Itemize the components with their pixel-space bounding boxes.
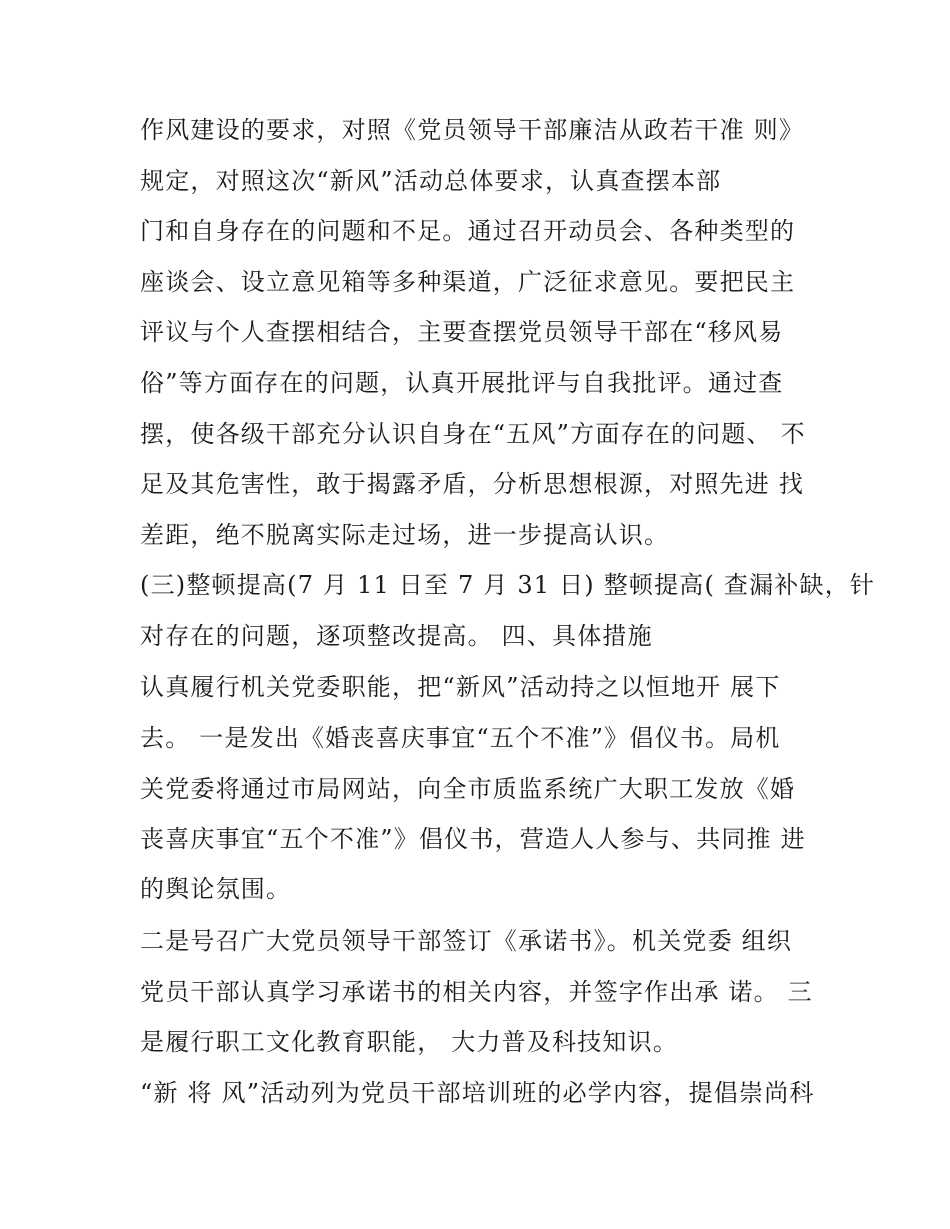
text-line: 的舆论氛围。 <box>140 875 292 903</box>
text-line: 俗”等方面存在的问题，认真开展批评与自我批评。通过查 <box>140 369 784 397</box>
text-line: 关党委将通过市局网站，向全市质监系统广大职工发放《婚 <box>140 775 796 803</box>
text-line: 对存在的问题，逐项整改提高。 四、具体措施 <box>140 622 653 650</box>
text-line: 规定，对照这次“新风”活动总体要求，认真查摆本部 <box>140 167 722 195</box>
text-line: 足及其危害性，敢于揭露矛盾，分析思想根源，对照先进 找 <box>140 470 805 498</box>
text-line: 门和自身存在的问题和不足。通过召开动员会、各种类型的 <box>140 217 796 245</box>
text-line: 二是号召广大党员领导干部签订《承诺书》。机关党委 组织 <box>140 927 793 955</box>
section-heading-line: (三)整顿提高(7 月 11 日至 7 月 31 日) 整顿提高( 查漏补缺，针 <box>140 571 876 599</box>
text-line: 座谈会、设立意见箱等多种渠道，广泛征求意见。要把民主 <box>140 268 796 296</box>
text-line: 去。 一是发出《婚丧喜庆事宜“五个不准”》倡仪书。局机 <box>140 724 781 752</box>
text-line: 作风建设的要求，对照《党员领导干部廉洁从政若干准 则》 <box>140 116 805 144</box>
text-line: 是履行职工文化教育职能， 大力普及科技知识。 <box>140 1028 679 1056</box>
text-line: 党员干部认真学习承诺书的相关内容，并签字作出承 诺。 三 <box>140 978 813 1006</box>
text-line: 差距，绝不脱离实际走过场，进一步提高认识。 <box>140 521 670 549</box>
text-line: “新 将 风”活动列为党员干部培训班的必学内容，提倡崇尚科 <box>140 1079 815 1107</box>
text-line: 认真履行机关党委职能，把“新风”活动持之以恒地开 展下 <box>140 673 781 701</box>
text-line: 丧喜庆事宜“五个不准”》倡仪书，营造人人参与、共同推 进 <box>140 825 806 853</box>
text-line: 摆，使各级干部充分认识自身在“五风”方面存在的问题、 不 <box>140 420 806 448</box>
text-line: 评议与个人查摆相结合，主要查摆党员领导干部在“移风易 <box>140 318 784 346</box>
